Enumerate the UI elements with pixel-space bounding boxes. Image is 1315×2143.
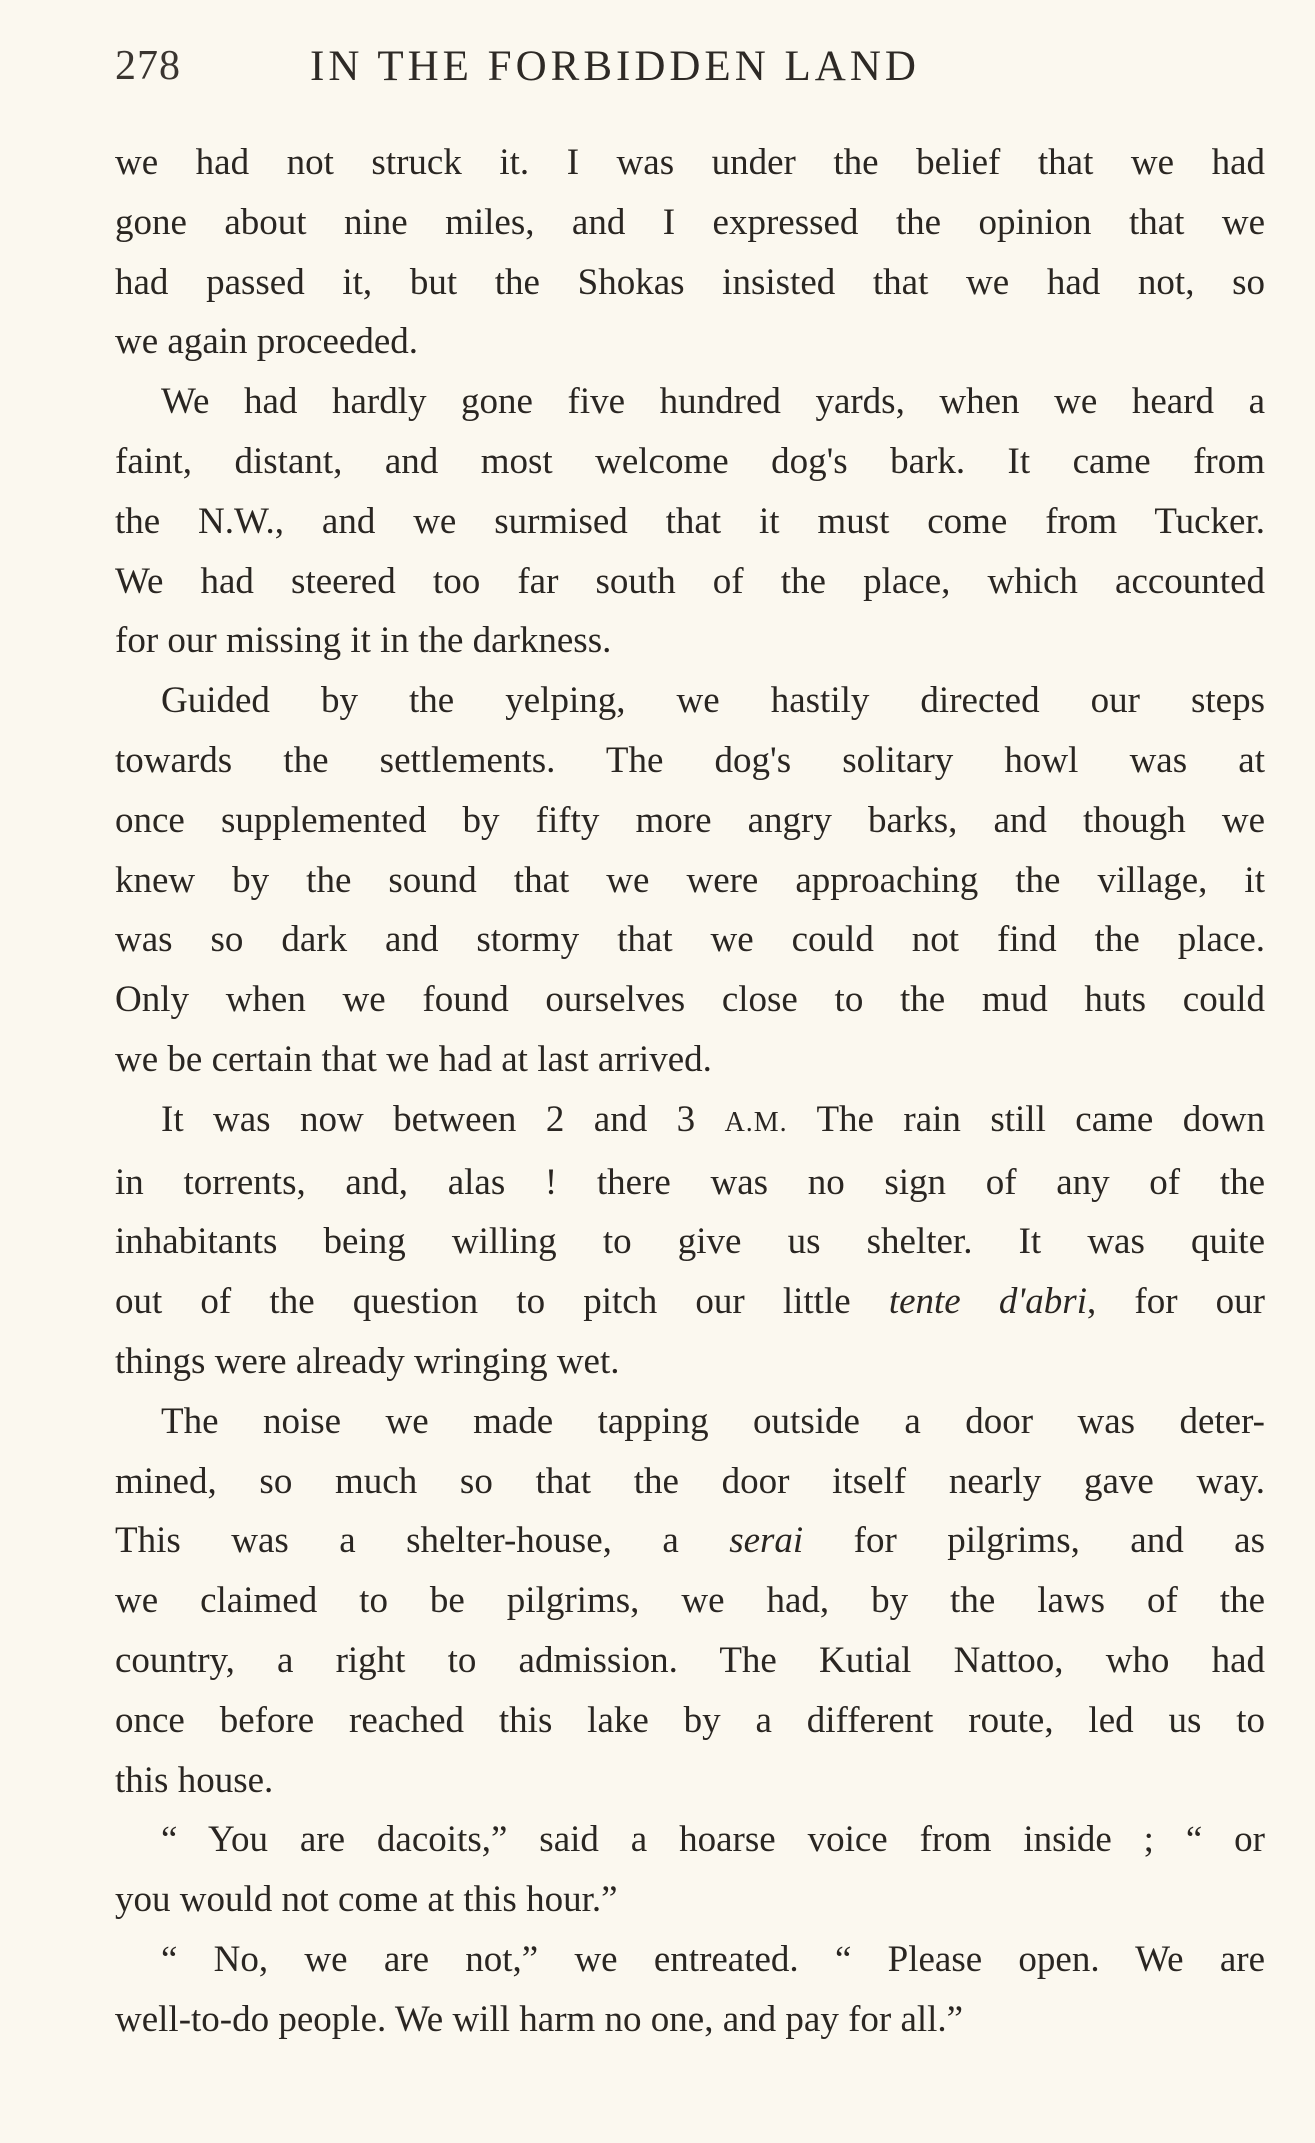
text-line: once before reached this lake by a different route, led us to [115,1699,1265,1741]
text-line: country, a right to admission. The Kutial Nattoo, who had [115,1639,1265,1681]
text-line: This was a shelter-house, a serai for pilgrims, and as [115,1520,1265,1562]
text-line: had passed it, but the Shokas insisted that we had not, so [115,261,1265,303]
text-line: out of the question to pitch our little tente d'abri, for our [115,1281,1266,1323]
body-text [115,133,1265,2050]
text-line: was so dark and stormy that we could not find the place. [115,919,1265,961]
text-line: towards the settlements. The dog's solitary howl was at [115,739,1265,781]
paragraph-6 [115,1810,1265,1930]
text-line: in torrents, and, alas ! there was no sign of any of the [115,1161,1265,1203]
paragraph-1 [115,133,1265,372]
paragraph-3 [115,671,1265,1090]
text-line: things were already wringing wet. [115,1340,620,1382]
page-header [115,42,1125,102]
paragraph-4 [115,1090,1265,1392]
text-line: “ You are dacoits,” said a hoarse voice from inside ; “ or [161,1819,1265,1861]
paragraph-5 [115,1392,1265,1811]
text-line: well-to-do people. We will harm no one, and pay for all.” [115,1998,964,2040]
text-line: We had steered too far south of the place, which accounted [115,560,1265,602]
text-line: we claimed to be pilgrims, we had, by the laws of the [115,1580,1265,1622]
paragraph-7 [115,1930,1265,2050]
text-line: inhabitants being willing to give us shelter. It was quite [115,1221,1265,1263]
text-line: We had hardly gone five hundred yards, when we heard a [161,381,1265,423]
paragraph-2 [115,372,1265,671]
text-line: you would not come at this hour.” [115,1879,618,1921]
text-line: the N.W., and we surmised that it must come from Tucker. [115,500,1265,542]
text-line: once supplemented by fifty more angry barks, and though we [115,799,1265,841]
text-line: “ No, we are not,” we entreated. “ Please open. We are [161,1938,1265,1980]
text-line: knew by the sound that we were approaching the village, it [115,859,1265,901]
text-line: It was now between 2 and 3 A.M. The rain still came down [161,1098,1265,1140]
text-line: we again proceeded. [115,321,419,363]
text-line: mined, so much so that the door itself nearly gave way. [115,1460,1265,1502]
text-line: gone about nine miles, and I expressed the opinion that we [115,201,1265,243]
text-line: The noise we made tapping outside a door was deter- [161,1400,1265,1442]
text-line: for our missing it in the darkness. [115,620,612,662]
text-line: faint, distant, and most welcome dog's bark. It came from [115,440,1265,482]
text-line: we had not struck it. I was under the belief that we had [115,142,1265,183]
text-line: Only when we found ourselves close to the mud huts could [115,979,1265,1021]
text-line: this house. [115,1759,274,1801]
text-line: we be certain that we had at last arrived. [115,1038,712,1080]
text-line: Guided by the yelping, we hastily directed our steps [161,680,1265,722]
page-number: 278 [115,43,181,89]
running-title: IN THE FORBIDDEN LAND [310,43,920,90]
